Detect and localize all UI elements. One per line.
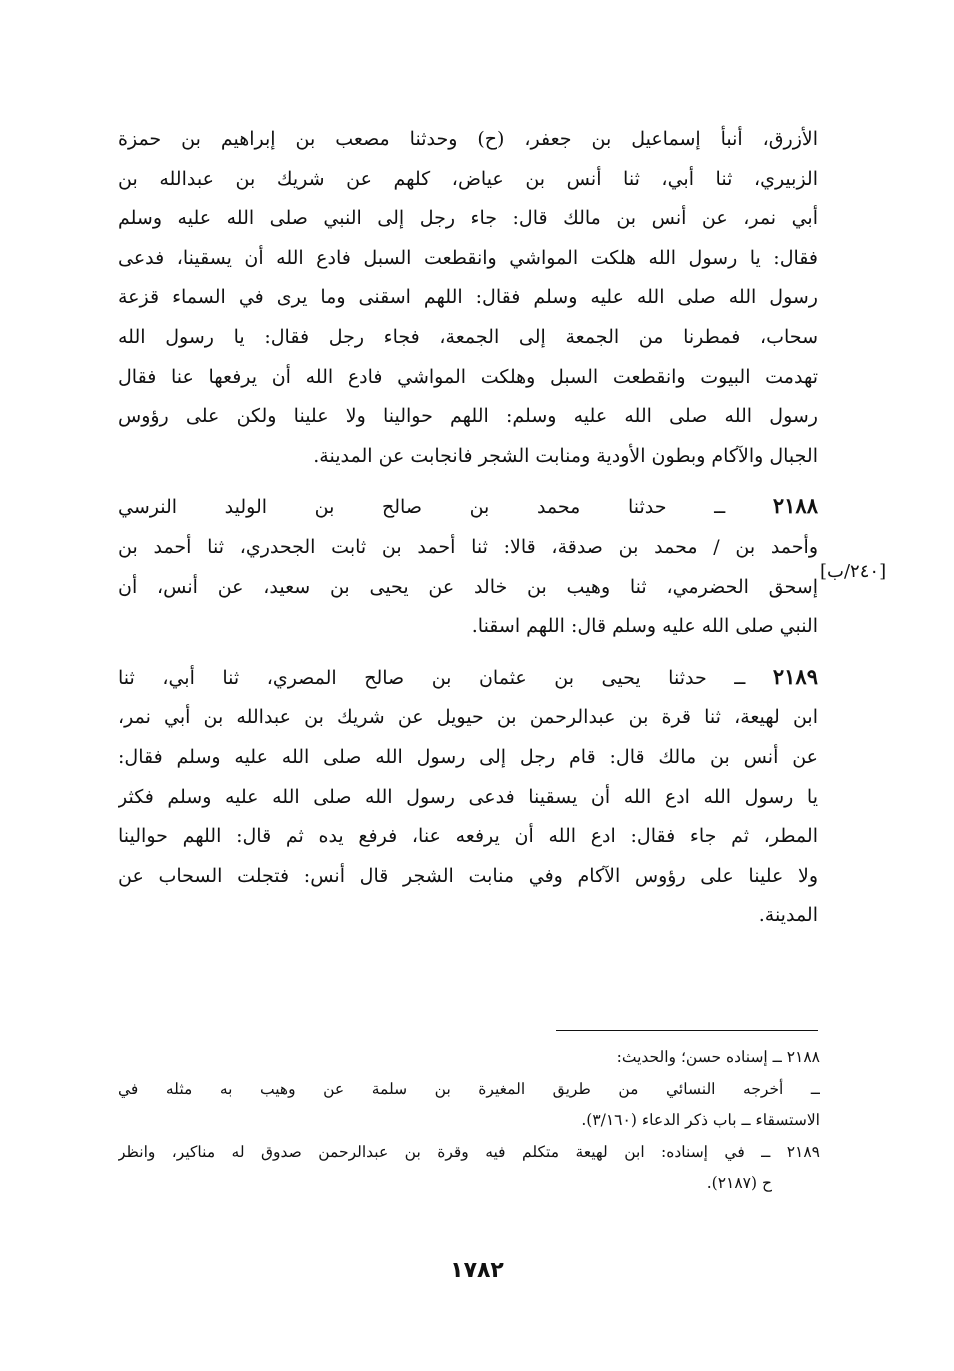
- footnote-line: ٢١٨٩ ــ في إسناده: ابن لهيعة متكلم فيه وقرة بن عبدالرحمن صدوق له مناكير، وانظر: [118, 1142, 820, 1161]
- text-line: الأزرق، أنبأ إسماعيل بن جعفر، (ح) وحدثنا مصعب بن إبراهيم بن حمزة: [118, 128, 818, 150]
- text-line: المطر، ثم جاء فقال: ادع الله أن يرفعه عنا، فرفع يده ثم قال: اللهم حوالينا: [118, 825, 818, 848]
- footnote-line: ــ أخرجه النسائي من طريق المغيرة بن سلمة عن وهيب به مثله في: [118, 1079, 820, 1098]
- footnotes: [118, 1042, 820, 1200]
- paragraph-continued: [118, 120, 818, 476]
- text-line: عن أنس بن مالك قال: قام رجل إلى رسول الله صلى الله عليه وسلم فقال:: [118, 745, 818, 768]
- text-line: تهدمت البيوت وانقطعت السبل وهلكت المواشي فادع الله أن يرفعها عنا فقال: [118, 365, 818, 388]
- text-line: الجبال والآكام وبطون الأودية ومنابت الشجر فانجابت عن المدينة.: [313, 444, 818, 467]
- footnote-2189: [118, 1137, 820, 1200]
- hadith-first-line: ــ حدثنا يحيى بن عثمان بن صالح المصري، ثنا أبي، ثنا: [118, 666, 746, 689]
- main-text: [118, 120, 818, 936]
- manuscript-folio-reference: [٢٤٠/ب]: [820, 561, 887, 582]
- hadith-first-line: ــ حدثنا محمد بن صالح بن الوليد النرسي: [118, 496, 726, 519]
- page-number: ١٧٨٢: [450, 1258, 504, 1283]
- text-line: رسول الله صلى الله عليه وسلم فقال: اللهم اسقنى وما يرى في السماء قزعة: [118, 286, 818, 309]
- hadith-2189: [118, 657, 818, 936]
- text-line: وأحمد بن / محمد بن صدقة، قالا: ثنا أحمد بن ثابت الجحدري، ثنا أحمد بن: [118, 535, 818, 558]
- hadith-number: ٢١٨٩: [772, 663, 818, 689]
- text-line: سحاب، فمطرنا من الجمعة إلى الجمعة، فجاء رجل فقال: يا رسول الله: [118, 325, 818, 348]
- hadith-2188: [118, 486, 818, 646]
- text-line: ولا علينا على رؤوس الآكام وفي منابت الشجر قال أنس: فتجلت السحاب عن: [118, 864, 818, 887]
- text-line: أبي نمر، عن أنس بن مالك قال: جاء رجل إلى النبي صلى الله عليه وسلم: [118, 207, 818, 230]
- text-line: ابن لهيعة، ثنا قرة بن عبدالرحمن بن حيويل عن شريك بن عبدالله بن أبي نمر،: [118, 706, 818, 729]
- text-line: [118, 486, 818, 528]
- text-line: [118, 657, 818, 699]
- footnote-line: ح (٢١٨٧).: [706, 1174, 772, 1192]
- text-line: المدينة.: [758, 904, 818, 927]
- text-line: الزبيري، ثنا أبي، ثنا أنس بن عياض، كلهم عن شريك بن عبدالله بن: [118, 167, 818, 190]
- text-line: إسحق الحضرمي، ثنا وهيب بن خالد عن يحيى بن سعيد، عن أنس، أن: [118, 575, 818, 598]
- footnote-divider: [556, 1030, 818, 1031]
- hadith-number: ٢١٨٨: [772, 493, 818, 519]
- footnote-line: ٢١٨٨ ــ إسناده حسن؛ والحديث:: [616, 1048, 820, 1066]
- footnote-2188: [118, 1042, 820, 1074]
- footnote-2188-source: [118, 1074, 820, 1137]
- footnote-line: الاستسقاء ــ باب ذكر الدعاء (٣/١٦٠).: [581, 1111, 820, 1129]
- text-line: فقال: يا رسول الله هلكت المواشي وانقطعت السبل فادع الله أن يسقينا، فدعى: [118, 246, 818, 269]
- text-line: النبي صلى الله عليه وسلم قال: اللهم اسقنا.: [471, 615, 818, 638]
- text-line: رسول الله صلى الله عليه وسلم: اللهم حوالينا ولا علينا ولكن على رؤوس: [118, 405, 818, 428]
- text-line: يا رسول الله ادع الله أن يسقينا فدعى رسول الله صلى الله عليه وسلم فكثر: [118, 785, 818, 808]
